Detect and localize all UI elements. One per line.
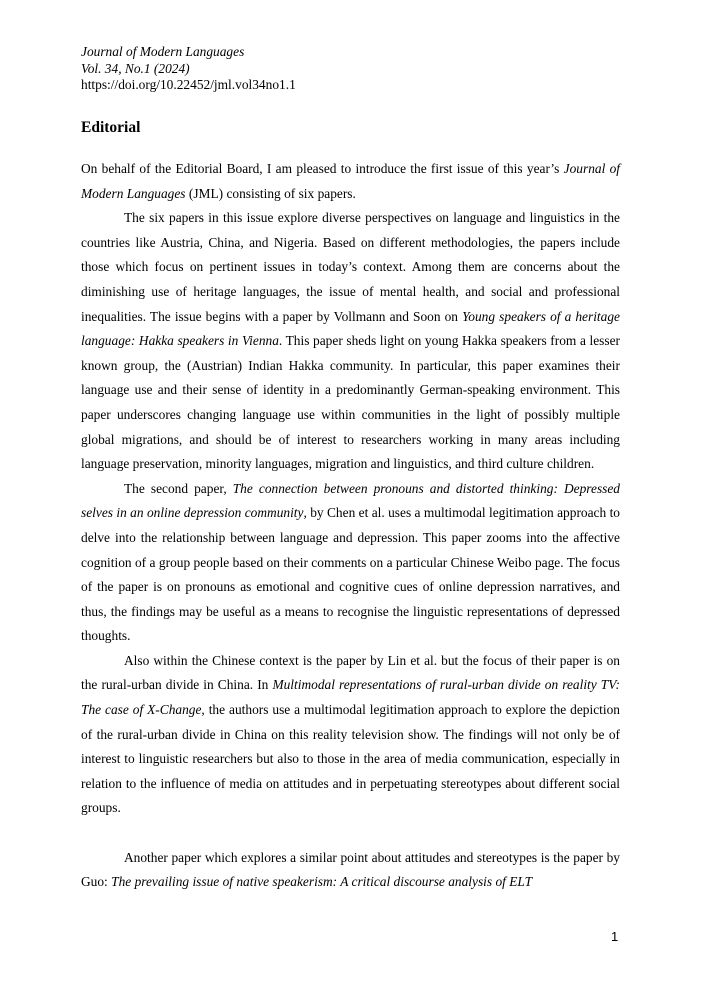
paragraph-3: [81, 477, 620, 649]
paragraph-5-text-a: Another paper which explores a similar point about attitudes and stereotypes is the paper by Guo:: [81, 849, 620, 890]
editorial-body: [81, 157, 620, 895]
paragraph-1: [81, 157, 620, 206]
paragraph-3-paper-title: The connection between pronouns and distorted thinking: Depressed selves in an online depression community: [81, 480, 621, 521]
page-number: 1: [611, 929, 619, 944]
paragraph-2-paper-title: Young speakers of a heritage language: Hakka speakers in Vienna: [81, 308, 620, 349]
paragraph-1-text-c: (JML) consisting of six papers.: [185, 185, 356, 201]
journal-doi: https://doi.org/10.22452/jml.vol34no1.1: [81, 77, 296, 92]
paragraph-3-text-c: , by Chen et al. uses a multimodal legitimation approach to delve into the relationship between language and depression. This paper zooms into the affective cognition of a group people based on their comments on a particular Chinese Weibo page. The focus of the paper is on pronouns as emotional and cognitive cues of online depression narratives, and thus, the findings may be useful as a means to recognise the linguistic representations of depressed thoughts.: [81, 505, 620, 644]
journal-header: [81, 44, 581, 94]
paragraph-3-text-a: The second paper,: [124, 480, 233, 496]
paragraph-4-paper-title: Multimodal representations of rural-urban divide on reality TV: The case of X-Change: [81, 677, 621, 718]
journal-volume: Vol. 34, No.1 (2024): [81, 60, 190, 76]
paragraph-2-text-a: The six papers in this issue explore diverse perspectives on language and linguistics in the countries like Austria, China, and Nigeria. Based on different methodologies, the papers include those which focus on pertinent issues in today’s context. Among them are concerns about the diminishing use of heritage languages, the issue of mental health, and social and professional inequalities. The issue begins with a paper by Vollmann and Soon on: [81, 210, 620, 324]
paragraph-4: [81, 649, 620, 821]
paragraph-4-text-c: , the authors use a multimodal legitimation approach to explore the depiction of the rural-urban divide in China on this reality television show. The findings will not only be of interest to linguistic researchers but also to those in the area of media communication, especially in relation to the influence of media on attitudes and in perpetuating stereotypes about different social groups.: [81, 702, 620, 816]
paragraph-2: [81, 206, 620, 477]
section-heading: Editorial: [81, 119, 141, 136]
paragraph-1-journal-name: Journal of Modern Languages: [81, 161, 621, 201]
journal-title: Journal of Modern Languages: [81, 44, 245, 59]
paragraph-5: [81, 846, 620, 895]
paragraph-4-text-a: Also within the Chinese context is the paper by Lin et al. but the focus of their paper is on the rural-urban divide in China. In: [81, 652, 620, 693]
paragraph-1-text-a: On behalf of the Editorial Board, I am pleased to introduce the first issue of this year’s: [81, 161, 564, 176]
paragraph-5-paper-title: The prevailing issue of native speakerism: A critical discourse analysis of ELT: [111, 874, 533, 890]
paragraph-2-text-c: . This paper sheds light on young Hakka speakers from a lesser known group, the (Austrian) Indian Hakka community. In particular, this paper examines their language use and their sense of identity in a predominantly German-speaking environment. This paper underscores changing language use within communities in the light of possibly multiple global migrations, and should be of interest to researchers working in many areas including language preservation, minority languages, migration and linguistics, and third culture children.: [81, 333, 620, 472]
